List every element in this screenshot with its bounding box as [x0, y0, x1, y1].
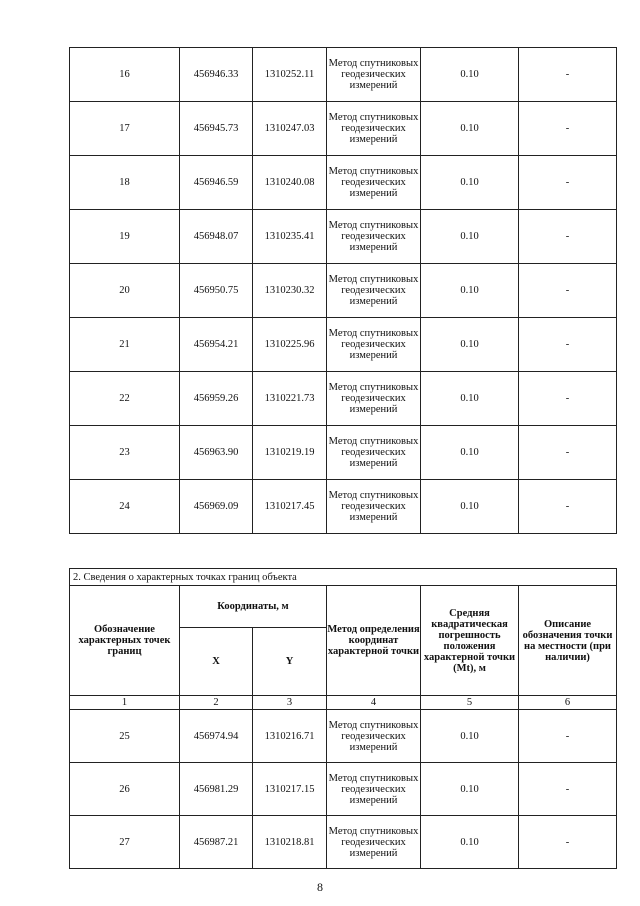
x-coordinate-cell: 456981.29: [180, 763, 253, 816]
accuracy-cell: 0.10: [421, 426, 519, 480]
table-row: [70, 156, 617, 210]
table-row: [70, 816, 617, 869]
description-cell: -: [519, 102, 617, 156]
y-coordinate-cell: 1310221.73: [253, 372, 327, 426]
header-method: Метод определения координат характерной точки: [327, 586, 421, 696]
table-row: [70, 426, 617, 480]
method-cell: Метод спутниковых геодезических измерений: [327, 318, 421, 372]
method-cell: Метод спутниковых геодезических измерений: [327, 480, 421, 534]
header-x: X: [180, 628, 253, 696]
point-number-cell: 17: [70, 102, 180, 156]
accuracy-cell: 0.10: [421, 763, 519, 816]
x-coordinate-cell: 456945.73: [180, 102, 253, 156]
table-row: [70, 372, 617, 426]
table-row: [70, 210, 617, 264]
x-coordinate-cell: 456959.26: [180, 372, 253, 426]
table-row: [70, 102, 617, 156]
point-number-cell: 23: [70, 426, 180, 480]
index-cell: 6: [519, 696, 617, 710]
point-number-cell: 20: [70, 264, 180, 318]
x-coordinate-cell: 456950.75: [180, 264, 253, 318]
index-cell: 1: [70, 696, 180, 710]
x-coordinate-cell: 456987.21: [180, 816, 253, 869]
index-cell: 3: [253, 696, 327, 710]
method-cell: Метод спутниковых геодезических измерений: [327, 264, 421, 318]
method-cell: Метод спутниковых геодезических измерений: [327, 48, 421, 102]
description-cell: -: [519, 48, 617, 102]
y-coordinate-cell: 1310240.08: [253, 156, 327, 210]
description-cell: -: [519, 763, 617, 816]
method-cell: Метод спутниковых геодезических измерений: [327, 372, 421, 426]
accuracy-cell: 0.10: [421, 264, 519, 318]
description-cell: -: [519, 480, 617, 534]
index-cell: 4: [327, 696, 421, 710]
y-coordinate-cell: 1310219.19: [253, 426, 327, 480]
method-cell: Метод спутниковых геодезических измерений: [327, 426, 421, 480]
page-number: 8: [317, 880, 323, 894]
accuracy-cell: 0.10: [421, 318, 519, 372]
x-coordinate-cell: 456946.33: [180, 48, 253, 102]
description-cell: -: [519, 264, 617, 318]
index-cell: 5: [421, 696, 519, 710]
y-coordinate-cell: 1310252.11: [253, 48, 327, 102]
coordinates-table-continued: [69, 47, 617, 534]
description-cell: -: [519, 318, 617, 372]
boundary-points-table: [69, 568, 617, 869]
table-row: [70, 318, 617, 372]
point-number-cell: 27: [70, 816, 180, 869]
y-coordinate-cell: 1310230.32: [253, 264, 327, 318]
accuracy-cell: 0.10: [421, 816, 519, 869]
table-row: [70, 480, 617, 534]
point-number-cell: 24: [70, 480, 180, 534]
header-point: Обозначение характерных точек границ: [70, 586, 180, 696]
x-coordinate-cell: 456963.90: [180, 426, 253, 480]
section-caption: 2. Сведения о характерных точках границ объекта: [70, 569, 617, 586]
x-coordinate-cell: 456974.94: [180, 710, 253, 763]
header-desc: Описание обозначения точки на местности (при наличии): [519, 586, 617, 696]
point-number-cell: 26: [70, 763, 180, 816]
x-coordinate-cell: 456948.07: [180, 210, 253, 264]
method-cell: Метод спутниковых геодезических измерений: [327, 816, 421, 869]
y-coordinate-cell: 1310218.81: [253, 816, 327, 869]
table-row: [70, 710, 617, 763]
table-row: [70, 264, 617, 318]
method-cell: Метод спутниковых геодезических измерений: [327, 156, 421, 210]
description-cell: -: [519, 210, 617, 264]
header-mt: Средняя квадратическая погрешность положения характерной точки (Mt), м: [421, 586, 519, 696]
accuracy-cell: 0.10: [421, 48, 519, 102]
table-row: [70, 48, 617, 102]
accuracy-cell: 0.10: [421, 156, 519, 210]
point-number-cell: 16: [70, 48, 180, 102]
method-cell: Метод спутниковых геодезических измерений: [327, 102, 421, 156]
point-number-cell: 22: [70, 372, 180, 426]
point-number-cell: 25: [70, 710, 180, 763]
point-number-cell: 19: [70, 210, 180, 264]
method-cell: Метод спутниковых геодезических измерений: [327, 210, 421, 264]
x-coordinate-cell: 456969.09: [180, 480, 253, 534]
accuracy-cell: 0.10: [421, 710, 519, 763]
description-cell: -: [519, 156, 617, 210]
point-number-cell: 21: [70, 318, 180, 372]
method-cell: Метод спутниковых геодезических измерений: [327, 710, 421, 763]
method-cell: Метод спутниковых геодезических измерений: [327, 763, 421, 816]
description-cell: -: [519, 372, 617, 426]
accuracy-cell: 0.10: [421, 372, 519, 426]
y-coordinate-cell: 1310247.03: [253, 102, 327, 156]
index-cell: 2: [180, 696, 253, 710]
point-number-cell: 18: [70, 156, 180, 210]
description-cell: -: [519, 816, 617, 869]
y-coordinate-cell: 1310217.15: [253, 763, 327, 816]
description-cell: -: [519, 710, 617, 763]
y-coordinate-cell: 1310235.41: [253, 210, 327, 264]
description-cell: -: [519, 426, 617, 480]
table-row: [70, 763, 617, 816]
accuracy-cell: 0.10: [421, 480, 519, 534]
header-coords: Координаты, м: [180, 586, 327, 628]
y-coordinate-cell: 1310217.45: [253, 480, 327, 534]
accuracy-cell: 0.10: [421, 210, 519, 264]
accuracy-cell: 0.10: [421, 102, 519, 156]
y-coordinate-cell: 1310216.71: [253, 710, 327, 763]
x-coordinate-cell: 456946.59: [180, 156, 253, 210]
x-coordinate-cell: 456954.21: [180, 318, 253, 372]
header-y: Y: [253, 628, 327, 696]
y-coordinate-cell: 1310225.96: [253, 318, 327, 372]
